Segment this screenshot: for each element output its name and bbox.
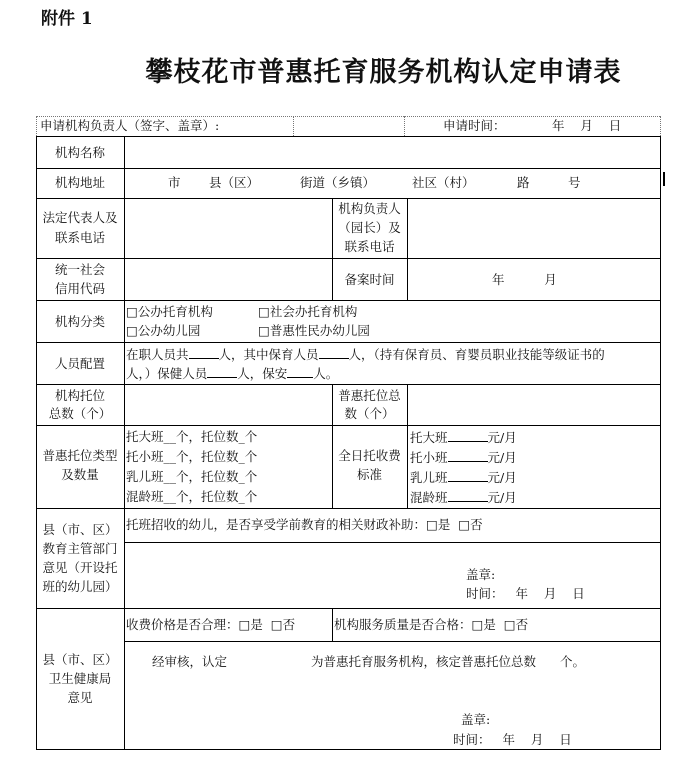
checkbox-icon: □ bbox=[126, 304, 138, 319]
checkbox-icon: □ bbox=[458, 517, 471, 532]
fee-blank[interactable] bbox=[448, 489, 488, 502]
application-time-label: 申请时间： bbox=[443, 118, 506, 133]
org-name-field[interactable] bbox=[126, 138, 659, 166]
checkbox-icon: □ bbox=[426, 517, 438, 532]
review-text: 经审核，认定 为普惠托育服务机构，核定普惠托位总数 个。 bbox=[152, 654, 586, 669]
fee-label: 全日托收费 bbox=[338, 448, 401, 463]
subsidy-question: 托班招收的幼儿，是否享受学前教育的相关财政补助：□是 □否 bbox=[126, 517, 483, 532]
capacity-label: 总数（个） bbox=[48, 406, 112, 421]
row-divider bbox=[124, 542, 661, 543]
row-divider bbox=[36, 168, 661, 169]
inclusive-capacity-field[interactable] bbox=[409, 386, 659, 423]
row-divider bbox=[36, 300, 661, 301]
capacity-label: 机构托位 bbox=[54, 388, 105, 403]
fee-blank[interactable] bbox=[448, 469, 488, 482]
education-dept-label: 班的幼儿园） bbox=[42, 579, 118, 594]
class-line[interactable]: 托小班__个，托位数_个 bbox=[126, 449, 258, 464]
education-dept-label: 教育主管部门 bbox=[42, 541, 118, 556]
checkbox-no[interactable]: □否 bbox=[503, 617, 529, 632]
price-question: 收费价格是否合理：□是 □否 bbox=[126, 617, 296, 632]
staff-label: 人员配置 bbox=[54, 356, 105, 371]
capacity-field[interactable] bbox=[126, 386, 330, 423]
filing-time-value[interactable]: 年 月 bbox=[492, 272, 557, 287]
checkbox-icon: □ bbox=[258, 304, 270, 319]
blank[interactable] bbox=[189, 346, 219, 359]
checkbox-icon: □ bbox=[126, 323, 138, 338]
class-types-label: 普惠托位类型 bbox=[42, 448, 118, 463]
attachment-label: 附件 1 bbox=[41, 9, 93, 29]
legal-rep-label: 法定代表人及 bbox=[42, 210, 118, 225]
edge-mark bbox=[663, 172, 665, 186]
health-bureau-label: 县（市、区） bbox=[42, 652, 118, 667]
class-types-label: 及数量 bbox=[61, 467, 99, 482]
category-option-public-nursery[interactable]: □公办托育机构 bbox=[126, 304, 213, 319]
org-head-field[interactable] bbox=[409, 200, 659, 256]
class-line[interactable]: 混龄班__个，托位数_个 bbox=[126, 489, 258, 504]
blank[interactable] bbox=[287, 365, 313, 378]
checkbox-icon: □ bbox=[238, 617, 251, 632]
credit-code-label: 信用代码 bbox=[54, 281, 105, 296]
health-bureau-label: 意见 bbox=[67, 690, 93, 705]
address-road: 路 bbox=[517, 175, 530, 190]
col-divider bbox=[407, 198, 408, 300]
application-time-value: 年 月 日 bbox=[552, 118, 622, 133]
fee-line: 乳儿班 元/月 bbox=[410, 470, 517, 485]
fee-line: 混龄班 元/月 bbox=[410, 490, 517, 505]
blank[interactable] bbox=[319, 346, 349, 359]
inclusive-capacity-label: 普惠托位总 bbox=[338, 388, 401, 403]
org-head-label: （园长）及 bbox=[338, 220, 401, 235]
checkbox-no[interactable]: □否 bbox=[458, 517, 483, 532]
row-divider bbox=[36, 508, 661, 509]
credit-code-label: 统一社会 bbox=[54, 262, 105, 277]
col-divider bbox=[332, 608, 333, 641]
checkbox-icon: □ bbox=[471, 617, 484, 632]
address-street: 街道（乡镇） bbox=[300, 175, 376, 190]
address-community: 社区（村） bbox=[412, 175, 475, 190]
form-title: 攀枝花市普惠托育服务机构认定申请表 bbox=[145, 57, 622, 88]
legal-rep-field[interactable] bbox=[126, 200, 330, 256]
staff-line-2: 人，）保健人员 人，保安 人。 bbox=[126, 366, 339, 381]
row-divider bbox=[36, 608, 661, 609]
row-divider bbox=[36, 258, 661, 259]
credit-code-field[interactable] bbox=[126, 260, 330, 298]
checkbox-icon: □ bbox=[503, 617, 516, 632]
legal-rep-label: 联系电话 bbox=[54, 230, 105, 245]
org-head-label: 联系电话 bbox=[344, 239, 395, 254]
category-option-social-nursery[interactable]: □社会办托育机构 bbox=[258, 304, 358, 319]
fee-line: 托大班 元/月 bbox=[410, 430, 517, 445]
org-address-label: 机构地址 bbox=[54, 175, 105, 190]
address-county: 县（区） bbox=[209, 175, 260, 190]
blank[interactable] bbox=[207, 365, 237, 378]
fee-line: 托小班 元/月 bbox=[410, 450, 517, 465]
address-city: 市 bbox=[168, 175, 181, 190]
applicant-label: 申请机构负责人（签字、盖章）: bbox=[40, 118, 220, 133]
col-divider bbox=[124, 136, 125, 750]
class-line[interactable]: 托大班__个，托位数_个 bbox=[126, 429, 258, 444]
row-divider bbox=[36, 425, 661, 426]
row-divider bbox=[36, 342, 661, 343]
category-label: 机构分类 bbox=[54, 314, 105, 329]
health-seal: 盖章: bbox=[461, 712, 491, 727]
org-name-label: 机构名称 bbox=[54, 145, 105, 160]
filing-time-label: 备案时间 bbox=[344, 272, 395, 287]
row-divider bbox=[124, 641, 661, 642]
col-divider bbox=[407, 384, 408, 508]
quality-question: 机构服务质量是否合格：□是 □否 bbox=[334, 617, 529, 632]
health-time: 时间： 年 月 日 bbox=[453, 732, 572, 747]
fee-blank[interactable] bbox=[448, 429, 488, 442]
education-time: 时间： 年 月 日 bbox=[466, 586, 585, 601]
education-dept-label: 意见（开设托 bbox=[42, 560, 118, 575]
staff-line-1: 在职人员共 人，其中保育人员 人，（持有保育员、育婴员职业技能等级证书的 bbox=[126, 347, 605, 362]
address-number: 号 bbox=[568, 175, 581, 190]
checkbox-yes[interactable]: □是 bbox=[471, 617, 496, 632]
fee-label: 标准 bbox=[356, 467, 382, 482]
checkbox-yes[interactable]: □是 bbox=[238, 617, 263, 632]
category-option-inclusive-kindergarten[interactable]: □普惠性民办幼儿园 bbox=[258, 323, 370, 338]
education-seal: 盖章: bbox=[466, 567, 496, 582]
health-bureau-label: 卫生健康局 bbox=[48, 671, 112, 686]
checkbox-icon: □ bbox=[270, 617, 283, 632]
checkbox-icon: □ bbox=[258, 323, 270, 338]
education-dept-label: 县（市、区） bbox=[42, 522, 118, 537]
row-divider bbox=[36, 384, 661, 385]
fee-blank[interactable] bbox=[448, 449, 488, 462]
row-divider bbox=[36, 198, 661, 199]
class-line[interactable]: 乳儿班__个，托位数_个 bbox=[126, 469, 258, 484]
checkbox-yes[interactable]: □是 bbox=[426, 517, 451, 532]
inclusive-capacity-label: 数（个） bbox=[344, 406, 395, 421]
checkbox-no[interactable]: □否 bbox=[270, 617, 296, 632]
category-option-public-kindergarten[interactable]: □公办幼儿园 bbox=[126, 323, 201, 338]
org-head-label: 机构负责人 bbox=[338, 201, 401, 216]
